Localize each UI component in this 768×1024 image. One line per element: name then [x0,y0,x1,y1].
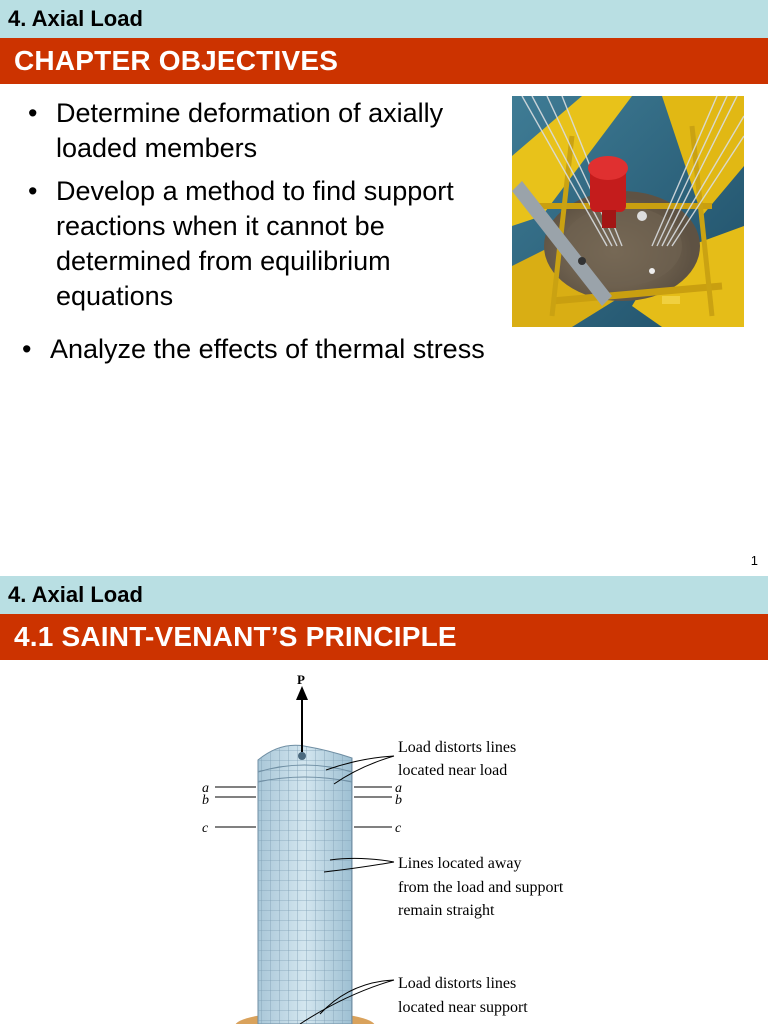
line-label-b-left: b [202,793,209,808]
slide-title: 4.1 SAINT-VENANT’S PRINCIPLE [14,621,457,652]
slide-header-title: 4. Axial Load [8,6,143,31]
slide-header-bar [0,576,768,614]
slide-title: CHAPTER OBJECTIVES [14,45,339,76]
annotation-away-2: from the load and support [398,879,564,896]
slide-title-bar [0,38,768,84]
objective-text: Develop a method to find support reactions when it cannot be determined from equilibrium equations [56,176,454,311]
slide-title-bar [0,614,768,660]
objective-item [28,174,508,314]
line-label-a-right: a [395,781,402,796]
objectives-list [28,96,508,322]
objective-text: Analyze the effects of thermal stress [50,334,485,364]
load-arrow-head [296,686,308,700]
line-label-b-right: b [395,793,402,808]
objective-item [22,332,485,367]
annotation-away-1: Lines located away [398,855,522,872]
annotation-near-load-2: located near load [398,762,508,779]
slide-header-title: 4. Axial Load [8,582,143,607]
slide-2 [0,576,768,1024]
line-label-c-right: c [395,821,402,836]
annotation-near-support-2: located near support [398,999,528,1016]
line-label-a-left: a [202,781,209,796]
annotation-away-3: remain straight [398,902,495,919]
annotation-near-support-1: Load distorts lines [398,975,517,992]
bullet-marker: • [28,176,38,206]
load-label-p: P [297,672,305,687]
slide-header-bar [0,0,768,38]
saint-venant-figure [0,660,768,1024]
objective-text: Determine deformation of axially loaded members [56,98,444,163]
offshore-drilling-rig-photo [512,96,744,327]
objective-item [28,96,508,166]
line-label-c-left: c [202,821,209,836]
page-number: 1 [750,553,758,568]
bullet-marker: • [28,98,38,128]
bullet-marker: • [22,334,32,364]
annotation-near-load-1: Load distorts lines [398,739,517,756]
